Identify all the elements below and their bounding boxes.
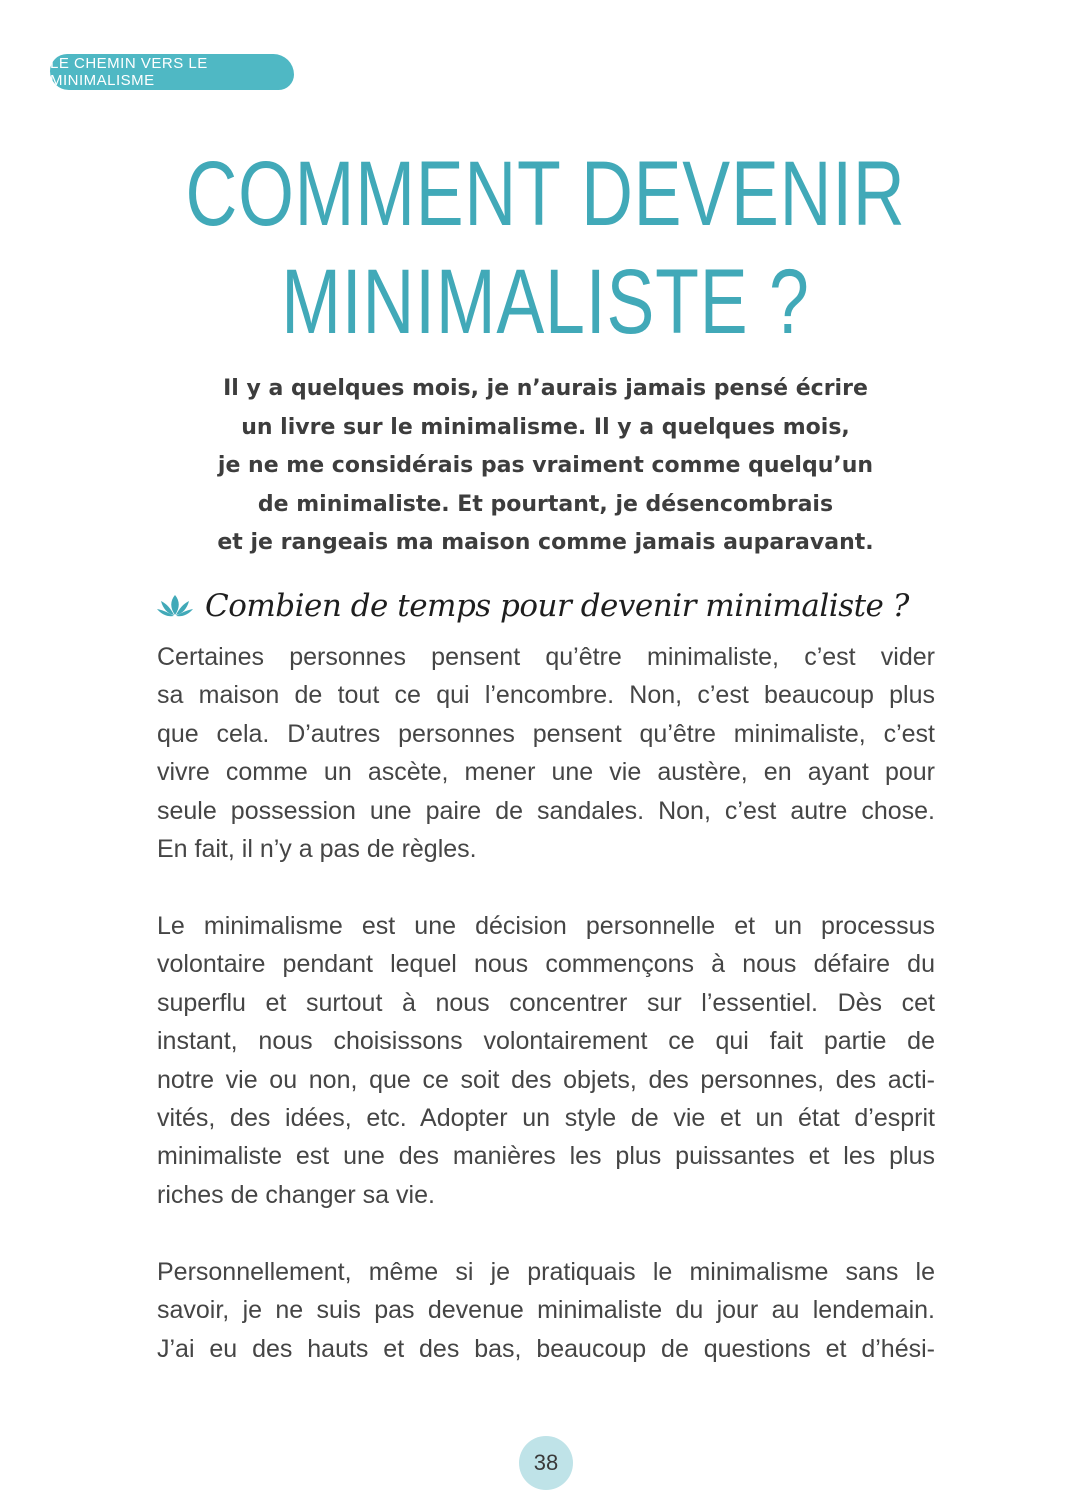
body-line: Le minimalisme est une décision personnelle et un processus bbox=[157, 912, 935, 940]
page-number: 38 bbox=[533, 1450, 559, 1475]
body-line: savoir, je ne suis pas devenue minimaliste du jour au lendemain. bbox=[157, 1296, 935, 1325]
body-line: que cela. D’autres personnes pensent qu’être minimaliste, c’est bbox=[157, 719, 935, 748]
body-line: Certaines personnes pensent qu’être minimaliste, c’est vider bbox=[157, 643, 935, 671]
body-line: superflu et surtout à nous concentrer sur l’essentiel. Dès cet bbox=[157, 988, 935, 1017]
page-title bbox=[120, 140, 971, 356]
body-line: vités, des idées, etc. Adopter un style de vie et un état d’esprit bbox=[157, 1104, 935, 1133]
running-header-tab bbox=[50, 54, 294, 90]
subheading-text: Combien de temps pour devenir minimaliste ? bbox=[205, 588, 909, 624]
page-title-line-1: COMMENT DEVENIR bbox=[185, 143, 906, 245]
body-line: riches de changer sa vie. bbox=[157, 1180, 435, 1209]
section-subheading bbox=[157, 588, 909, 624]
body-line: notre vie ou non, que ce soit des objets, des personnes, des acti- bbox=[157, 1065, 935, 1094]
intro-line: un livre sur le minimalisme. Il y a quelques mois, bbox=[241, 414, 850, 440]
intro-paragraph bbox=[120, 370, 971, 563]
page-title-line-2: MINIMALISTE ? bbox=[281, 251, 810, 353]
intro-line: et je rangeais ma maison comme jamais auparavant. bbox=[217, 530, 874, 555]
body-paragraph-2 bbox=[157, 907, 935, 1214]
body-line: Personnellement, même si je pratiquais le minimalisme sans le bbox=[157, 1258, 935, 1286]
page-number-badge bbox=[519, 1436, 573, 1490]
body-line: seule possession une paire de sandales. Non, c’est autre chose. bbox=[157, 796, 935, 825]
intro-line: Il y a quelques mois, je n’aurais jamais pensé écrire bbox=[223, 376, 868, 401]
body-line: minimaliste est une des manières les plus puissantes et les plus bbox=[157, 1142, 935, 1171]
body-line: sa maison de tout ce qui l’encombre. Non, c’est beaucoup plus bbox=[157, 681, 935, 710]
lotus-icon bbox=[157, 593, 193, 619]
body-paragraph-3 bbox=[157, 1253, 935, 1368]
running-header-label: LE CHEMIN VERS LE MINIMALISME bbox=[50, 55, 208, 89]
body-line: volontaire pendant lequel nous commençons à nous défaire du bbox=[157, 950, 935, 979]
body-paragraph-1 bbox=[157, 638, 935, 868]
body-line: En fait, il n’y a pas de règles. bbox=[157, 835, 477, 864]
intro-line: je ne me considérais pas vraiment comme quelqu’un bbox=[217, 453, 874, 478]
intro-line: de minimaliste. Et pourtant, je désencombrais bbox=[257, 491, 834, 517]
body-line: vivre comme un ascète, mener une vie austère, en ayant pour bbox=[157, 758, 935, 787]
body-line: instant, nous choisissons volontairement ce qui fait partie de bbox=[157, 1027, 935, 1056]
body-line: J’ai eu des hauts et des bas, beaucoup de questions et d’hési- bbox=[157, 1334, 935, 1363]
